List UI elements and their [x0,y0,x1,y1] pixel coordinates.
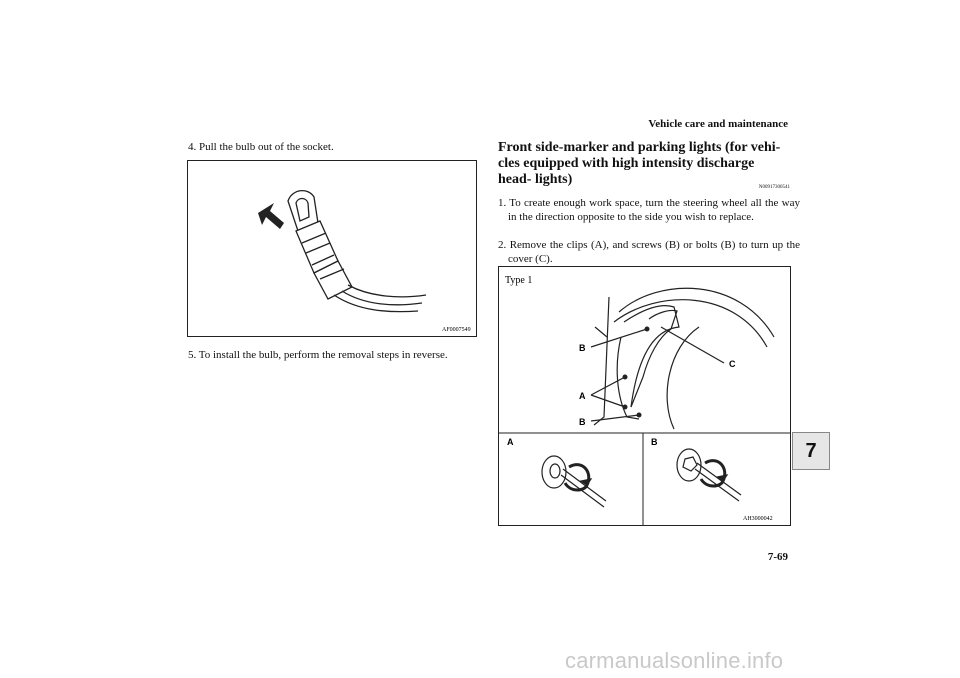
fender-liner [624,306,679,407]
section-header: Vehicle care and maintenance [648,118,788,130]
label-a: A [579,391,586,401]
cover-figure [498,266,791,526]
panel-b-label: B [651,437,658,447]
panel-a-label: A [507,437,514,447]
tire [667,327,699,429]
wheel-arch [619,288,774,337]
cover [631,310,677,407]
section-title: Front side-marker and parking lights (for vehi- cles equipped with high intensity discharge head- lights) [498,140,781,187]
bulb-illustration [188,161,476,336]
step-2-text: 2. Remove the clips (A), and screws (B) or bolts (B) to turn up the cover (C). [498,239,800,265]
type-label: Type 1 [505,275,533,286]
wheel-arch-illustration [499,267,790,525]
bulb-figure [187,160,477,337]
clip-removal-illustration [542,456,606,507]
figure-code: AH3000042 [743,516,773,522]
figure-code: AF0007549 [442,327,471,333]
step-1-text: 1. To create enough work space, turn the steering wheel all the way in the direction opposite to the side you wish to replace. [498,197,800,223]
reference-code: N00917300541 [758,185,790,190]
pull-arrow-icon [258,203,284,229]
step-4-text: 4. Pull the bulb out of the socket. [188,141,334,153]
page-number: 7-69 [767,551,788,563]
bolt-removal-illustration [677,449,741,501]
label-c: C [729,359,736,369]
label-b-top: B [579,343,586,353]
label-b-bottom: B [579,417,586,427]
step-5-text: 5. To install the bulb, perform the removal steps in reverse. [188,349,448,361]
watermark: carmanualsonline.info [565,648,784,673]
chapter-tab: 7 [792,432,830,470]
